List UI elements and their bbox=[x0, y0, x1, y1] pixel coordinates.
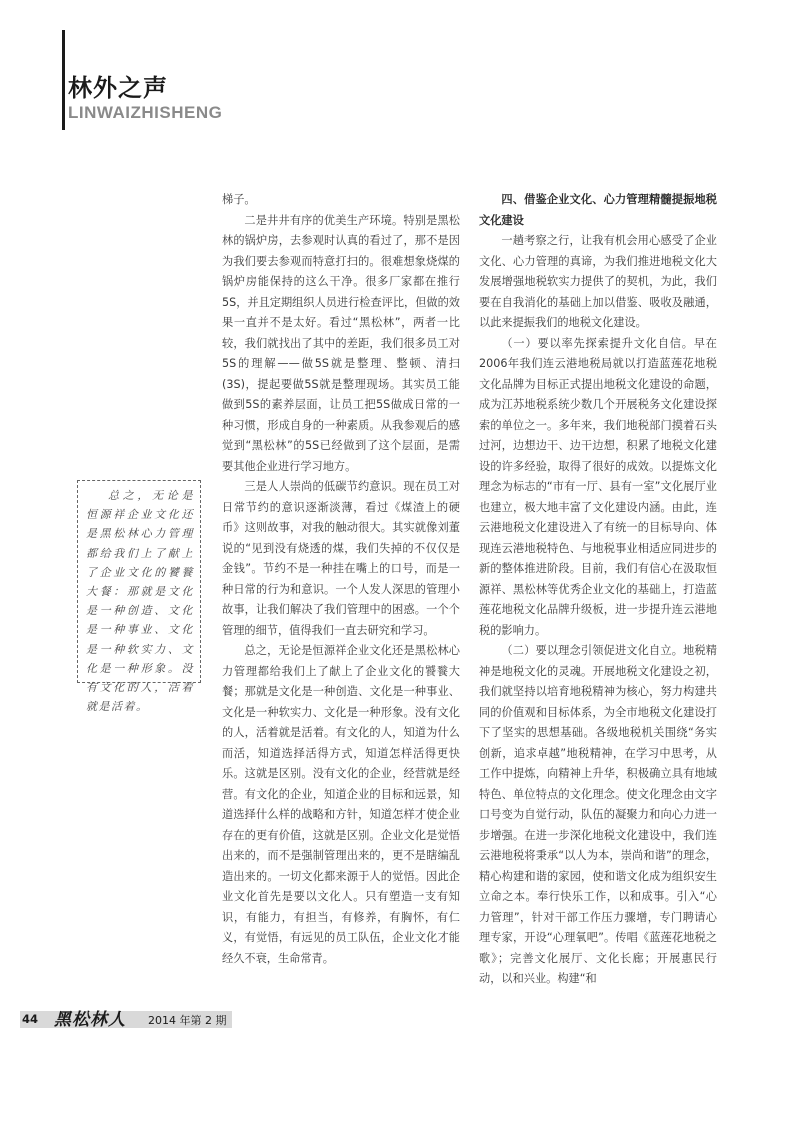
section-heading: 四、借鉴企业文化、心力管理精髓提振地税文化建设 bbox=[479, 193, 717, 227]
article-column-right bbox=[479, 190, 717, 990]
paragraph: （一）要以率先探索提升文化自信。早在2006年我们连云港地税局就以打造蓝莲花地税文化品牌为目标正式提出地税文化建设的命题，成为江苏地税系统少数几个开展税务文化建设探索的单位之一。多年来，我们地税部门摸着石头过河，边想边干、边干边想，积累了地税文化建设的许多经验，取得了很好的成效。以提炼文化理念为标志的“市有一厅、县有一室”文化展厅业也建立，极大地丰富了文化建设内涵。由此，连云港地税文化建设进入了有统一的目标导向、体现连云港地税特色、与地税事业相适应同进步的新的整体推进阶段。目前，我们有信心在汲取恒源祥、黑松林等优秀企业文化的基础上，打造蓝莲花地税文化品牌升级板，进一步提升连云港地税的影响力。 bbox=[479, 336, 717, 637]
paragraph: 一趟考察之行，让我有机会用心感受了企业文化、心力管理的真谛，为我们推进地税文化大发展增强地税软实力提供了的契机，为此，我们要在自我消化的基础上加以借鉴、吸收及融通，以此来提振我们的地税文化建设。 bbox=[479, 234, 717, 329]
header-accent-bar bbox=[62, 30, 65, 130]
paragraph: 三是人人崇尚的低碳节约意识。现在员工对日常节约的意识逐渐淡薄，看过《煤渣上的硬币》这则故事，对我的触动很大。其实就像刘董说的“见到没有烧透的煤，我们失掉的不仅仅是金钱”。节约不是一种挂在嘴上的口号，而是一种日常的行为和意识。一个人发人深思的管理小故事，让我们解决了我们管理中的困惑。一个个管理的细节，值得我们一直去研究和学习。 bbox=[222, 480, 460, 637]
paragraph: （二）要以理念引领促进文化自立。地税精神是地税文化的灵魂。开展地税文化建设之初，我们就坚持以培育地税精神为核心，努力构建共同的价值观和目标体系，为全市地税文化建设打下了坚实的思想基础。各级地税机关围绕“务实创新，追求卓越”地税精神，在学习中思考，从工作中提炼，向精神上升华，积极确立具有地域特色、单位特点的文化理念。使文化理念由文字口号变为自觉行动，队伍的凝聚力和向心力进一步增强。在进一步深化地税文化建设中，我们连云港地税将秉承“以人为本，崇尚和谐”的理念，精心构建和谐的家园，使和谐文化成为组织安生立命之本。奉行快乐工作，以和成事。引入“心力管理”，针对干部工作压力骤增，专门聘请心理专家，开设“心理氧吧”。传唱《蓝莲花地税之歌》；完善文化展厅、文化长廊；开展惠民行动，以和兴业。构建“和 bbox=[479, 644, 717, 985]
paragraph: 总之，无论是恒源祥企业文化还是黑松林心力管理都给我们上了献上了企业文化的饕餮大餐；那就是文化是一种创造、文化是一种事业、文化是一种软实力、文化是一种形象。没有文化的人，活着就是活着。有文化的人，知道为什么而活，知道选择活得方式，知道怎样活得更快乐。这就是区别。没有文化的企业，经营就是经营。有文化的企业，知道企业的目标和远景，知道选择什么样的战略和方针，知道怎样才使企业存在的更有价值，这就是区别。企业文化是觉悟出来的，而不是强制管理出来的，更不是瞎编乱造出来的。一切文化都来源于人的觉悟。因此企业文化首先是要以文化人。只有塑造一支有知识，有能力，有担当，有修养，有胸怀，有仁义，有觉悟，有远见的员工队伍，企业文化才能经久不衰，生命常青。 bbox=[222, 644, 460, 965]
section-subtitle: LINWAIZHISHENG bbox=[68, 103, 223, 122]
pull-quote-text: 总之，无论是恒源祥企业文化还是黑松林心力管理都给我们上了献上了企业文化的饕餮大餐：那就是文化是一种创造、文化是一种事业、文化是一种软实力、文化是一种形象。没有文化的人，活着就是活着。 bbox=[86, 489, 194, 714]
section-title: 林外之声 bbox=[68, 74, 168, 102]
paragraph: 梯子。 bbox=[222, 193, 256, 206]
magazine-logo: 黑松林人 bbox=[54, 1010, 126, 1030]
issue-label: 2014 年第 2 期 bbox=[148, 1014, 227, 1027]
page-number: 44 bbox=[22, 1012, 39, 1026]
article-column-left bbox=[222, 190, 460, 969]
paragraph: 二是井井有序的优美生产环境。特别是黑松林的锅炉房，去参观时认真的看过了，那不是因为我们要去参观而特意打扫的。很难想象烧煤的锅炉房能保持的这么干净。很多厂家都在推行5S，并且定期组织人员进行检查评比，但做的效果一直并不是太好。看过“黑松林”，两者一比较，我们就找出了其中的差距，我们很多员工对5S的理解——做5S就是整理、整顿、清扫(3S)，提起要做5S就是整理现场。其实员工能做到5S的素养层面，让员工把5S做成日常的一种习惯，形成自身的一种素质。从我参观后的感觉到“黑松林”的5S已经做到了这个层面，是需要其他企业进行学习地方。 bbox=[222, 213, 460, 473]
pull-quote bbox=[77, 480, 201, 714]
